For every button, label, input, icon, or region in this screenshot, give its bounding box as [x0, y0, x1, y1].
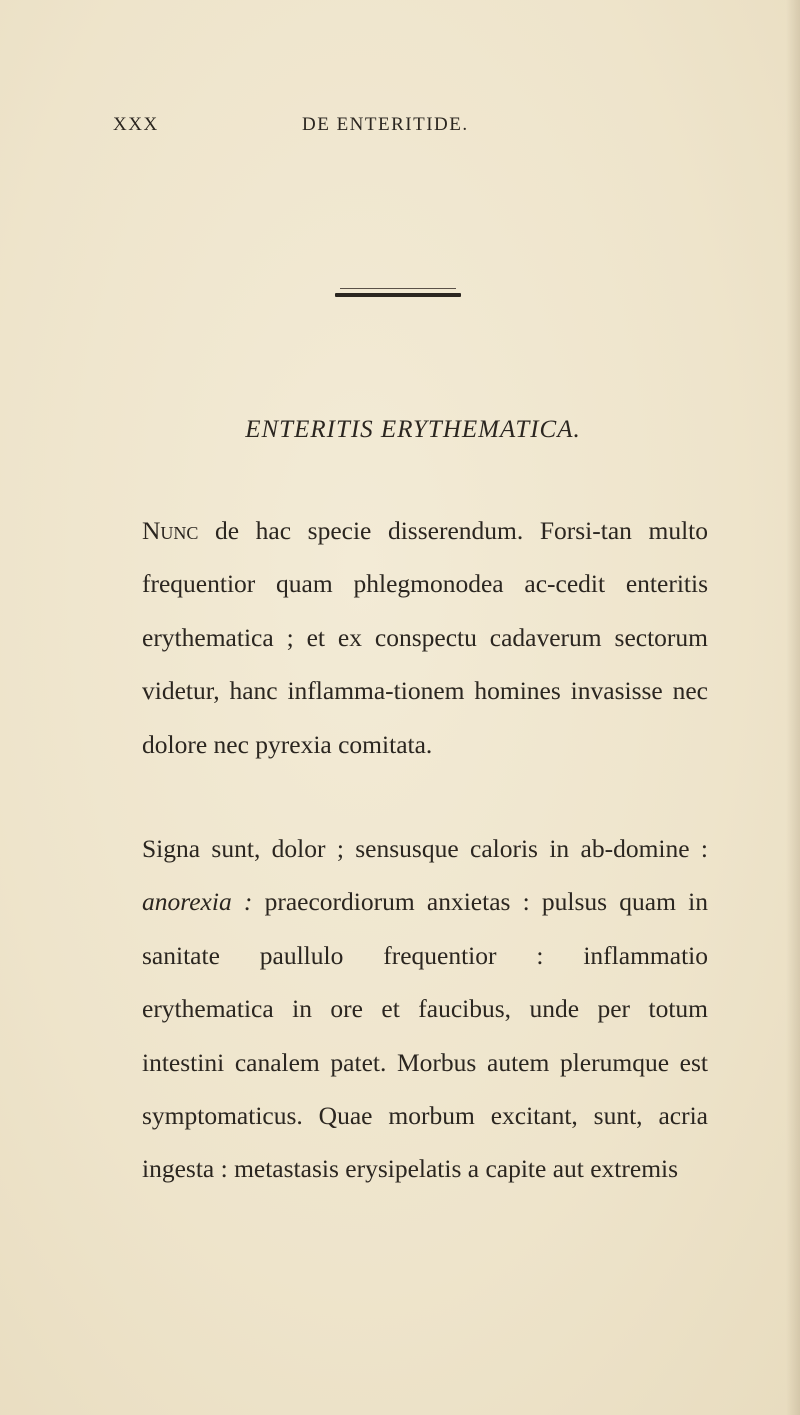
paragraph-2-text-start: Signa sunt, dolor ; sensusque caloris in ab-domine :: [142, 834, 708, 863]
running-header: [0, 114, 800, 144]
paragraph-2-text-end: praecordiorum anxietas : pulsus quam in sanitate paullulo frequentior : inflammatio erythematica in ore et faucibus, unde per totum intestini canalem patet. Morbus autem plerumque est symptomaticus. Quae morbum excitant, sunt, acria ingesta : metastasis erysipelatis a capite aut extremis: [142, 887, 708, 1184]
paragraph-2: [110, 822, 708, 1196]
paragraph-1-lead-word: Nunc: [142, 516, 199, 545]
page-edge-shadow: [786, 0, 800, 1415]
paragraph-1-text: de hac specie disserendum. Forsi-tan multo frequentior quam phlegmonodea ac-cedit enteritis erythematica ; et ex conspectu cadaverum sectorum videtur, hanc inflamma-tionem homines invasisse nec dolore nec pyrexia comitata.: [142, 516, 708, 759]
page-number: XXX: [113, 114, 159, 135]
paragraph-1: [110, 504, 708, 771]
running-title: DE ENTERITIDE.: [302, 114, 469, 135]
paragraph-2-italic-term: anorexia :: [142, 887, 253, 917]
section-title: ENTERITIS ERYTHEMATICA.: [245, 416, 581, 443]
ornamental-rule: [335, 293, 461, 297]
ornamental-rule-thin: [340, 288, 456, 289]
